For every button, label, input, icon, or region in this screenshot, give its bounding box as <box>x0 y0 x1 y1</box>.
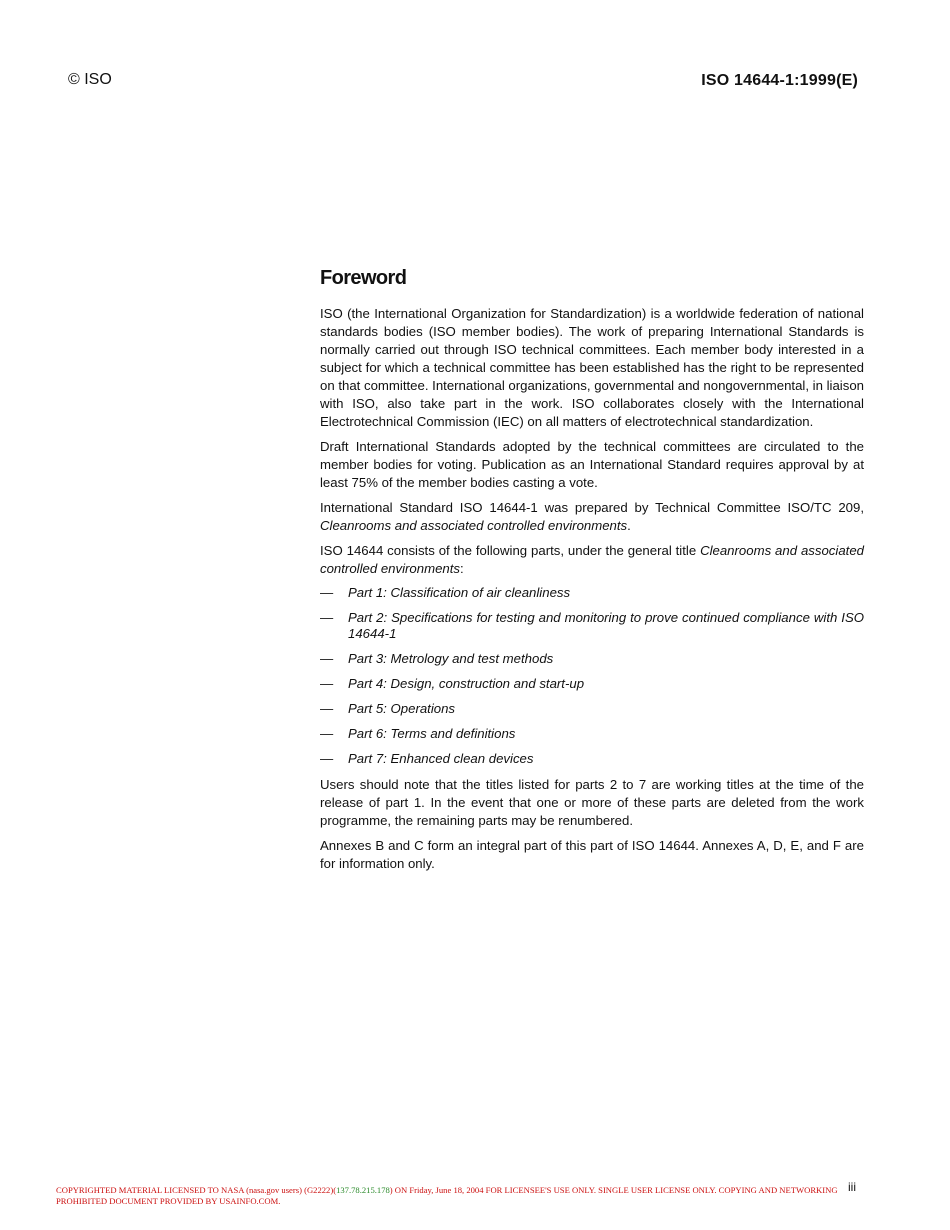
part-title: Part 4: Design, construction and start-up <box>348 676 585 691</box>
license-notice <box>56 1185 856 1206</box>
list-item <box>320 651 864 667</box>
paragraph-prepared-by-end: . <box>627 518 631 533</box>
page-number: iii <box>848 1180 856 1194</box>
part-title: Part 2: Specifications for testing and monitoring to prove continued compliance with ISO 14644-1 <box>348 610 864 641</box>
list-item <box>320 676 864 692</box>
dash-marker: — <box>320 651 334 666</box>
header-document-id: ISO 14644-1:1999(E) <box>701 72 858 89</box>
dash-marker: — <box>320 676 334 691</box>
part-title: Part 7: Enhanced clean devices <box>348 751 534 766</box>
license-notice-text: COPYRIGHTED MATERIAL LICENSED TO NASA (nasa.gov users) (G2222)( <box>56 1185 337 1195</box>
license-ip-address: 137.78.215.178 <box>336 1185 390 1195</box>
foreword-section <box>320 264 864 880</box>
list-item <box>320 585 864 601</box>
paragraph-working-titles: Users should note that the titles listed for parts 2 to 7 are working titles at the time of the release of part 1. In the event that one or more of these parts are deleted from the work programme, the remaining parts may be renumbered. <box>320 777 864 828</box>
list-item <box>320 751 864 767</box>
paragraph-prepared-by <box>320 499 864 535</box>
dash-marker: — <box>320 751 334 766</box>
list-item <box>320 726 864 742</box>
header-copyright: © ISO <box>68 71 112 88</box>
license-notice-text-end: ) ON Friday, June 18, 2004 FOR LICENSEE'S USE ONLY. SINGLE USER LICENSE ONLY. COPYING AND NETWORKING PROHIBITED DOCUMENT PROVIDED BY USAINFO.COM. <box>56 1185 838 1206</box>
paragraph-iso-intro: ISO (the International Organization for Standardization) is a worldwide federation of national standards bodies (ISO member bodies). The work of preparing International Standards is normally carried out through ISO technical committees. Each member body interested in a subject for which a technical committee has been established has the right to be represented on that committee. International organizations, governmental and nongovernmental, in liaison with ISO, also take part in the work. ISO collaborates closely with the International Electrotechnical Commission (IEC) on all matters of electrotechnical standardization. <box>320 306 864 429</box>
page-title: Foreword <box>320 267 407 289</box>
paragraph-prepared-by-text: International Standard ISO 14644-1 was prepared by Technical Committee ISO/TC 209, <box>320 500 864 515</box>
dash-marker: — <box>320 585 334 600</box>
part-title: Part 1: Classification of air cleanliness <box>348 585 571 600</box>
paragraph-draft-standards: Draft International Standards adopted by the technical committees are circulated to the member bodies for voting. Publication as an International Standard requires approval by at least 75% of the member bodies casting a vote. <box>320 439 864 490</box>
parts-list <box>320 585 864 767</box>
part-title: Part 6: Terms and definitions <box>348 726 516 741</box>
paragraph-parts-intro-end: : <box>460 561 464 576</box>
part-title: Part 3: Metrology and test methods <box>348 651 554 666</box>
list-item <box>320 701 864 717</box>
dash-marker: — <box>320 701 334 716</box>
paragraph-parts-intro <box>320 542 864 578</box>
part-title: Part 5: Operations <box>348 701 456 716</box>
dash-marker: — <box>320 726 334 741</box>
general-title: Cleanrooms and associated controlled environments <box>320 543 864 576</box>
committee-title: Cleanrooms and associated controlled environments <box>320 518 628 533</box>
list-item <box>320 610 864 642</box>
paragraph-parts-intro-text: ISO 14644 consists of the following parts, under the general title <box>320 543 701 558</box>
paragraph-annexes: Annexes B and C form an integral part of this part of ISO 14644. Annexes A, D, E, and F are for information only. <box>320 838 864 871</box>
dash-marker: — <box>320 610 334 625</box>
